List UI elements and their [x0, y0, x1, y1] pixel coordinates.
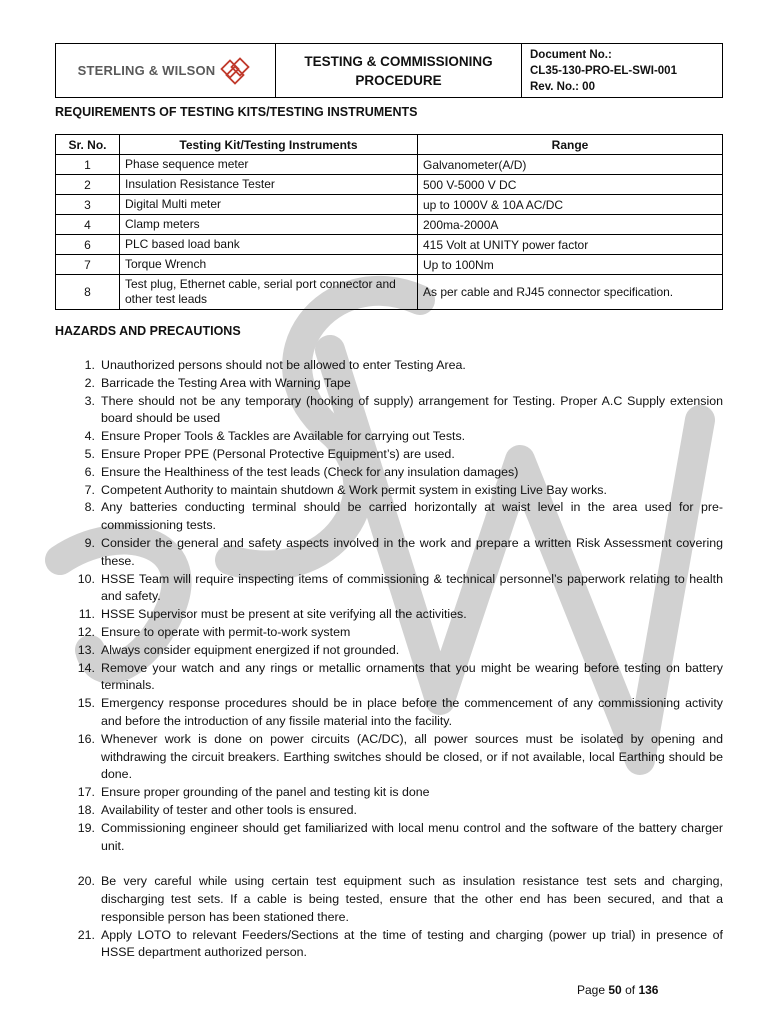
kit-cell: Phase sequence meter — [120, 155, 418, 175]
kit-cell: PLC based load bank — [120, 235, 418, 255]
item-text: Ensure Proper Tools & Tackles are Available for carrying out Tests. — [101, 429, 466, 444]
item-text: Barricade the Testing Area with Warning Tape — [101, 375, 351, 390]
list-item — [55, 731, 723, 784]
list-item — [55, 499, 723, 535]
item-number: 20. — [77, 874, 95, 889]
page-number — [577, 983, 658, 997]
item-text: Commissioning engineer should get familiarized with local menu control and the software of the battery charger unit. — [101, 820, 723, 853]
list-item — [55, 464, 723, 482]
list-item — [55, 482, 723, 500]
range-cell: 200ma-2000A — [418, 215, 723, 235]
list-item — [55, 606, 723, 624]
column-header: Testing Kit/Testing Instruments — [120, 135, 418, 155]
list-item — [55, 357, 723, 375]
range-cell: As per cable and RJ45 connector specification. — [418, 275, 723, 310]
item-number: 15. — [77, 696, 95, 711]
list-item — [55, 642, 723, 660]
sr-no-cell: 4 — [56, 215, 120, 235]
item-number: 18. — [77, 802, 95, 817]
doc-no-label: Document No.: — [530, 48, 612, 61]
list-item — [55, 375, 723, 393]
item-text: Emergency response procedures should be in place before the commencement of any commissioning activity and before the introduction of any fissile material into the facility. — [101, 696, 723, 728]
of-label: of — [625, 983, 636, 997]
column-header: Sr. No. — [56, 135, 120, 155]
range-cell: Galvanometer(A/D) — [418, 155, 723, 175]
item-text: Ensure Proper PPE (Personal Protective Equipment’s) are used. — [101, 446, 455, 461]
item-text: Whenever work is done on power circuits (AC/DC), all power sources must be isolated by opening and withdrawing the circuit breakers. Earthing switches should be closed, or if not available, local Earthing should be done. — [101, 731, 723, 782]
document-header — [55, 43, 723, 98]
sterling-wilson-logo-icon — [217, 56, 253, 86]
kit-cell: Insulation Resistance Tester — [120, 175, 418, 195]
sr-no-cell: 3 — [56, 195, 120, 215]
list-item — [55, 446, 723, 464]
company-logo — [56, 44, 276, 97]
item-number: 10. — [77, 571, 95, 586]
revision-no: Rev. No.: 00 — [530, 80, 595, 93]
hazards-heading: HAZARDS AND PRECAUTIONS — [55, 324, 241, 338]
table-row — [56, 175, 723, 195]
list-item — [55, 393, 723, 429]
item-number: 21. — [77, 927, 95, 942]
item-number: 17. — [77, 785, 95, 800]
list-item — [55, 624, 723, 642]
sr-no-cell: 1 — [56, 155, 120, 175]
item-text: Be very careful while using certain test equipment such as insulation resistance test sets and charging, discharging test sets. If a cable is being tested, ensure that the other end has been secured, and that a responsible person has been stationed there. — [101, 874, 723, 924]
item-text: Consider the general and safety aspects involved in the work and prepare a written Risk Assessment covering these. — [101, 535, 723, 568]
list-item — [55, 660, 723, 696]
page-label: Page — [577, 983, 606, 997]
company-logo-text: STERLING & WILSON — [77, 63, 216, 78]
sr-no-cell: 8 — [56, 275, 120, 310]
hazards-list — [55, 357, 723, 962]
list-item — [55, 873, 723, 926]
item-text: Any batteries conducting terminal should be carried horizontally at waist level in the area used for pre-commissioning tests. — [101, 500, 723, 533]
item-text: Competent Authority to maintain shutdown & Work permit system in existing Live Bay works. — [101, 482, 607, 497]
item-text: Ensure the Healthiness of the test leads (Check for any insulation damages) — [101, 464, 519, 479]
sr-no-cell: 2 — [56, 175, 120, 195]
kit-cell: Clamp meters — [120, 215, 418, 235]
item-number: 9. — [84, 535, 95, 550]
document-info — [522, 44, 722, 97]
table-row — [56, 195, 723, 215]
item-text: HSSE Supervisor must be present at site verifying all the activities. — [101, 607, 467, 622]
item-number: 5. — [84, 446, 95, 461]
item-text: Availability of tester and other tools is ensured. — [101, 802, 357, 817]
item-number: 8. — [84, 500, 95, 515]
item-text: HSSE Team will require inspecting items of commissioning & technical personnel’s paperwork relating to health and safety. — [101, 571, 723, 604]
item-number: 7. — [84, 482, 95, 497]
testing-kits-table — [55, 134, 723, 310]
title-line-2: PROCEDURE — [355, 72, 442, 88]
item-number: 16. — [77, 731, 95, 746]
table-row — [56, 275, 723, 310]
range-cell: Up to 100Nm — [418, 255, 723, 275]
range-cell: up to 1000V & 10A AC/DC — [418, 195, 723, 215]
list-item — [55, 428, 723, 446]
list-item — [55, 802, 723, 820]
item-number: 1. — [84, 358, 95, 372]
column-header: Range — [418, 135, 723, 155]
item-text: Apply LOTO to relevant Feeders/Sections at the time of testing and charging (power up trial) in presence of HSSE department authorized person. — [101, 927, 723, 960]
kit-cell: Digital Multi meter — [120, 195, 418, 215]
range-cell: 500 V-5000 V DC — [418, 175, 723, 195]
kit-cell: Test plug, Ethernet cable, serial port connector and other test leads — [120, 275, 418, 310]
item-number: 19. — [77, 820, 95, 835]
item-text: Remove your watch and any rings or metallic ornaments that you might be wearing before testing on battery terminals. — [101, 660, 723, 693]
document-title — [276, 44, 522, 97]
title-line-1: TESTING & COMMISSIONING — [304, 53, 493, 69]
list-item — [55, 695, 723, 731]
table-header-row — [56, 135, 723, 155]
item-text: Ensure to operate with permit-to-work system — [101, 624, 351, 639]
range-cell: 415 Volt at UNITY power factor — [418, 235, 723, 255]
table-row — [56, 255, 723, 275]
item-text: Always consider equipment energized if not grounded. — [101, 642, 400, 657]
item-number: 6. — [84, 464, 95, 479]
item-number: 12. — [77, 624, 95, 639]
table-row — [56, 155, 723, 175]
list-item — [55, 535, 723, 571]
table-row — [56, 235, 723, 255]
list-item — [55, 927, 723, 963]
item-number: 3. — [84, 393, 95, 408]
item-text: Ensure proper grounding of the panel and testing kit is done — [101, 785, 430, 800]
list-item — [55, 571, 723, 607]
item-text: Unauthorized persons should not be allowed to enter Testing Area. — [101, 358, 466, 372]
item-number: 14. — [77, 660, 95, 675]
item-number: 13. — [77, 642, 95, 657]
total-pages: 136 — [638, 983, 659, 997]
item-number: 4. — [84, 429, 95, 444]
current-page: 50 — [608, 983, 622, 997]
table-row — [56, 215, 723, 235]
requirements-heading: REQUIREMENTS OF TESTING KITS/TESTING INSTRUMENTS — [55, 105, 418, 119]
item-number: 2. — [84, 375, 95, 390]
sr-no-cell: 7 — [56, 255, 120, 275]
kit-cell: Torque Wrench — [120, 255, 418, 275]
list-item — [55, 784, 723, 802]
sr-no-cell: 6 — [56, 235, 120, 255]
list-item — [55, 820, 723, 856]
item-text: There should not be any temporary (hooking of supply) arrangement for Testing. Proper A.C Supply extension board should be used — [101, 393, 723, 426]
doc-no: CL35-130-PRO-EL-SWI-001 — [530, 64, 677, 77]
item-number: 11. — [78, 607, 95, 622]
